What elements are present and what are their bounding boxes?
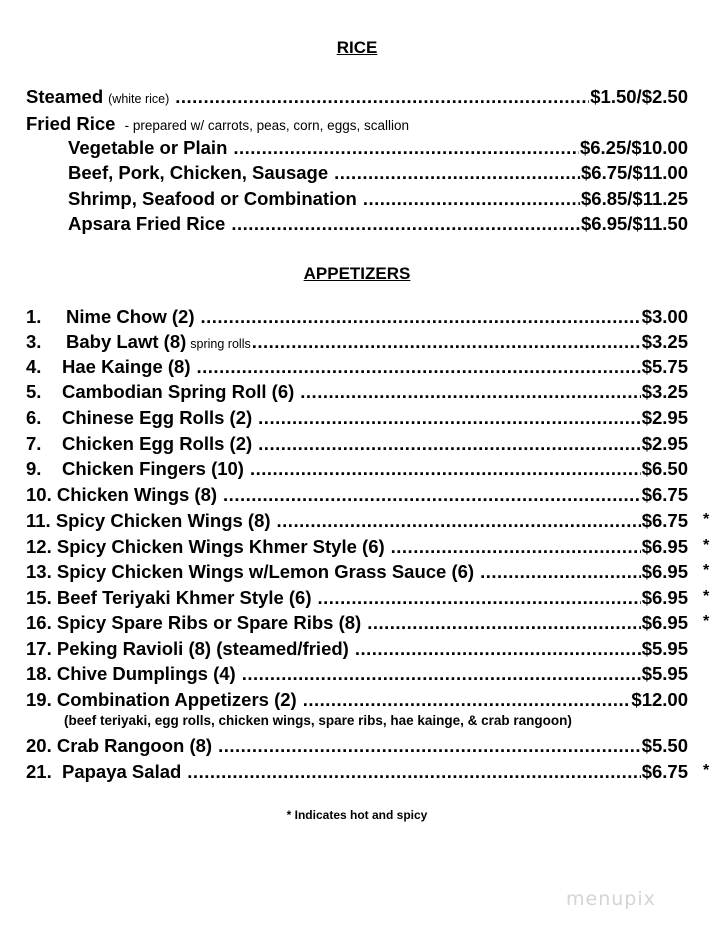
item-price: $6.75 xyxy=(641,510,688,531)
appetizer-item xyxy=(26,509,688,533)
appetizer-item xyxy=(26,305,688,329)
item-name: Beef, Pork, Chicken, Sausage xyxy=(68,162,329,183)
appetizer-item xyxy=(26,760,688,784)
dot-leader xyxy=(187,760,640,784)
item-number: 18. xyxy=(26,663,52,684)
dot-leader xyxy=(233,136,579,160)
spicy-star: * xyxy=(703,511,710,528)
appetizer-item xyxy=(26,330,688,354)
item-price: $3.00 xyxy=(641,306,688,327)
item-name xyxy=(26,330,186,354)
fried-rice-note: - prepared w/ carrots, peas, corn, eggs, scallion xyxy=(124,118,409,133)
item-name: Shrimp, Seafood or Combination xyxy=(68,188,357,209)
item-number: 5. xyxy=(26,381,42,402)
menu-item-fried-vegetable xyxy=(68,136,688,160)
item-number: 15. xyxy=(26,587,52,608)
item-number: 6. xyxy=(26,407,42,428)
dot-leader xyxy=(250,457,641,481)
item-price: $2.95 xyxy=(641,407,688,428)
fried-rice-name: Fried Rice xyxy=(26,113,116,134)
appetizer-item xyxy=(26,560,688,584)
item-note: (white rice) xyxy=(108,92,170,106)
item-title: Baby Lawt (8) xyxy=(66,331,187,352)
menu-item-fried-beef xyxy=(68,161,688,185)
menu-item-fried-shrimp xyxy=(68,187,688,211)
dot-leader xyxy=(231,212,580,236)
spicy-footnote: * Indicates hot and spicy xyxy=(286,808,428,822)
item-name: Apsara Fried Rice xyxy=(68,213,226,234)
item-number: 19. xyxy=(26,689,52,710)
item-title: Chinese Egg Rolls (2) xyxy=(62,407,253,428)
item-title: Spicy Chicken Wings (8) xyxy=(55,510,271,531)
item-price: $1.50/$2.50 xyxy=(590,86,688,107)
dot-leader xyxy=(218,734,641,758)
dot-leader xyxy=(363,187,580,211)
item-name xyxy=(26,305,194,329)
item-number: 21. xyxy=(26,761,52,782)
dot-leader xyxy=(334,161,580,185)
item-name xyxy=(26,760,181,784)
item-number: 1. xyxy=(26,306,42,327)
item-name xyxy=(26,560,474,584)
item-name xyxy=(26,509,271,533)
item-title: Chicken Egg Rolls (2) xyxy=(62,433,253,454)
item-name xyxy=(26,406,252,430)
item-title: Spicy Spare Ribs or Spare Ribs (8) xyxy=(56,612,362,633)
dot-leader xyxy=(258,432,641,456)
item-number: 12. xyxy=(26,536,52,557)
dot-leader xyxy=(242,662,641,686)
dot-leader xyxy=(303,688,631,712)
item-price: $3.25 xyxy=(641,331,688,352)
item-name xyxy=(26,380,294,404)
item-title: Chive Dumplings (4) xyxy=(56,663,236,684)
dot-leader xyxy=(367,611,641,635)
dot-leader xyxy=(200,305,640,329)
item-number: 4. xyxy=(26,356,42,377)
dot-leader xyxy=(355,637,641,661)
fried-rice-header xyxy=(26,112,409,138)
item-price: $3.25 xyxy=(641,381,688,402)
item-title: Beef Teriyaki Khmer Style (6) xyxy=(56,587,312,608)
item-name xyxy=(26,457,244,481)
item-title: Cambodian Spring Roll (6) xyxy=(62,381,295,402)
item-number: 10. xyxy=(26,484,52,505)
item-name: Vegetable or Plain xyxy=(68,137,228,158)
item-note: spring rolls xyxy=(190,337,251,351)
item-price: $5.75 xyxy=(641,356,688,377)
item-price: $6.75/$11.00 xyxy=(581,162,688,183)
item-price: $12.00 xyxy=(631,689,688,710)
item-number: 16. xyxy=(26,612,52,633)
item-title: Crab Rangoon (8) xyxy=(56,735,213,756)
item-price: $6.50 xyxy=(641,458,688,479)
appetizer-item xyxy=(26,355,688,379)
item-price: $5.95 xyxy=(641,663,688,684)
item-number: 9. xyxy=(26,458,42,479)
item-price: $6.95 xyxy=(641,536,688,557)
item-price: $6.25/$10.00 xyxy=(579,137,688,158)
appetizers-section-title: APPETIZERS xyxy=(303,264,411,283)
appetizer-item xyxy=(26,611,688,635)
item-title: Spicy Chicken Wings Khmer Style (6) xyxy=(56,536,385,557)
appetizer-item xyxy=(26,586,688,610)
item-title: Peking Ravioli (8) (steamed/fried) xyxy=(56,638,349,659)
item-price: $6.85/$11.25 xyxy=(581,188,688,209)
item-title: Chicken Wings (8) xyxy=(56,484,218,505)
spicy-star: * xyxy=(703,537,710,554)
item-price: $6.95/$11.50 xyxy=(581,213,688,234)
item-price: $2.95 xyxy=(641,433,688,454)
appetizer-item xyxy=(26,483,688,507)
appetizer-item xyxy=(26,406,688,430)
item-price: $5.50 xyxy=(641,735,688,756)
spicy-star: * xyxy=(703,762,710,779)
item-number: 13. xyxy=(26,561,52,582)
item-title: Combination Appetizers (2) xyxy=(56,689,297,710)
item-number: 3. xyxy=(26,331,42,352)
dot-leader xyxy=(175,85,589,109)
appetizer-item xyxy=(26,734,688,758)
item-price: $5.95 xyxy=(641,638,688,659)
dot-leader xyxy=(391,535,641,559)
watermark: menupix xyxy=(566,888,656,910)
item-name xyxy=(26,611,361,635)
appetizer-item xyxy=(26,535,688,559)
item-name xyxy=(26,662,236,686)
appetizer-item xyxy=(26,380,688,404)
item-name xyxy=(26,483,217,507)
item-title: Hae Kainge (8) xyxy=(62,356,191,377)
dot-leader xyxy=(277,509,641,533)
dot-leader xyxy=(300,380,640,404)
appetizer-item xyxy=(26,662,688,686)
dot-leader xyxy=(318,586,641,610)
item-name xyxy=(26,535,385,559)
item-title: Nime Chow (2) xyxy=(66,306,195,327)
item-name: Steamed xyxy=(26,86,104,107)
item-name xyxy=(26,586,312,610)
item-title: Spicy Chicken Wings w/Lemon Grass Sauce (6) xyxy=(56,561,475,582)
dot-leader xyxy=(258,406,641,430)
item-price: $6.75 xyxy=(641,484,688,505)
spicy-star: * xyxy=(703,613,710,630)
item-price: $6.75 xyxy=(641,761,688,782)
item-name xyxy=(26,688,297,712)
item-price: $6.95 xyxy=(641,561,688,582)
spicy-star: * xyxy=(703,588,710,605)
menu-item-fried-apsara xyxy=(68,212,688,236)
item-name xyxy=(26,734,212,758)
item-name xyxy=(26,637,349,661)
item-price: $6.95 xyxy=(641,612,688,633)
dot-leader xyxy=(197,355,641,379)
dot-leader xyxy=(223,483,641,507)
item-title: Chicken Fingers (10) xyxy=(62,458,244,479)
item-name xyxy=(26,432,252,456)
item-name xyxy=(26,355,191,379)
item-price: $6.95 xyxy=(641,587,688,608)
appetizer-item xyxy=(26,432,688,456)
appetizer-item xyxy=(26,688,688,712)
menu-item-steamed xyxy=(26,85,688,109)
rice-section-title: RICE xyxy=(336,38,378,57)
item-number: 11. xyxy=(26,510,51,531)
appetizer-item xyxy=(26,457,688,481)
dot-leader xyxy=(480,560,641,584)
item-title: Papaya Salad xyxy=(62,761,182,782)
combination-note: (beef teriyaki, egg rolls, chicken wings, spare ribs, hae kainge, & crab rangoon) xyxy=(64,713,572,728)
item-number: 7. xyxy=(26,433,42,454)
appetizer-item xyxy=(26,637,688,661)
spicy-star: * xyxy=(703,562,710,579)
item-number: 20. xyxy=(26,735,52,756)
item-number: 17. xyxy=(26,638,52,659)
dot-leader xyxy=(252,330,641,354)
